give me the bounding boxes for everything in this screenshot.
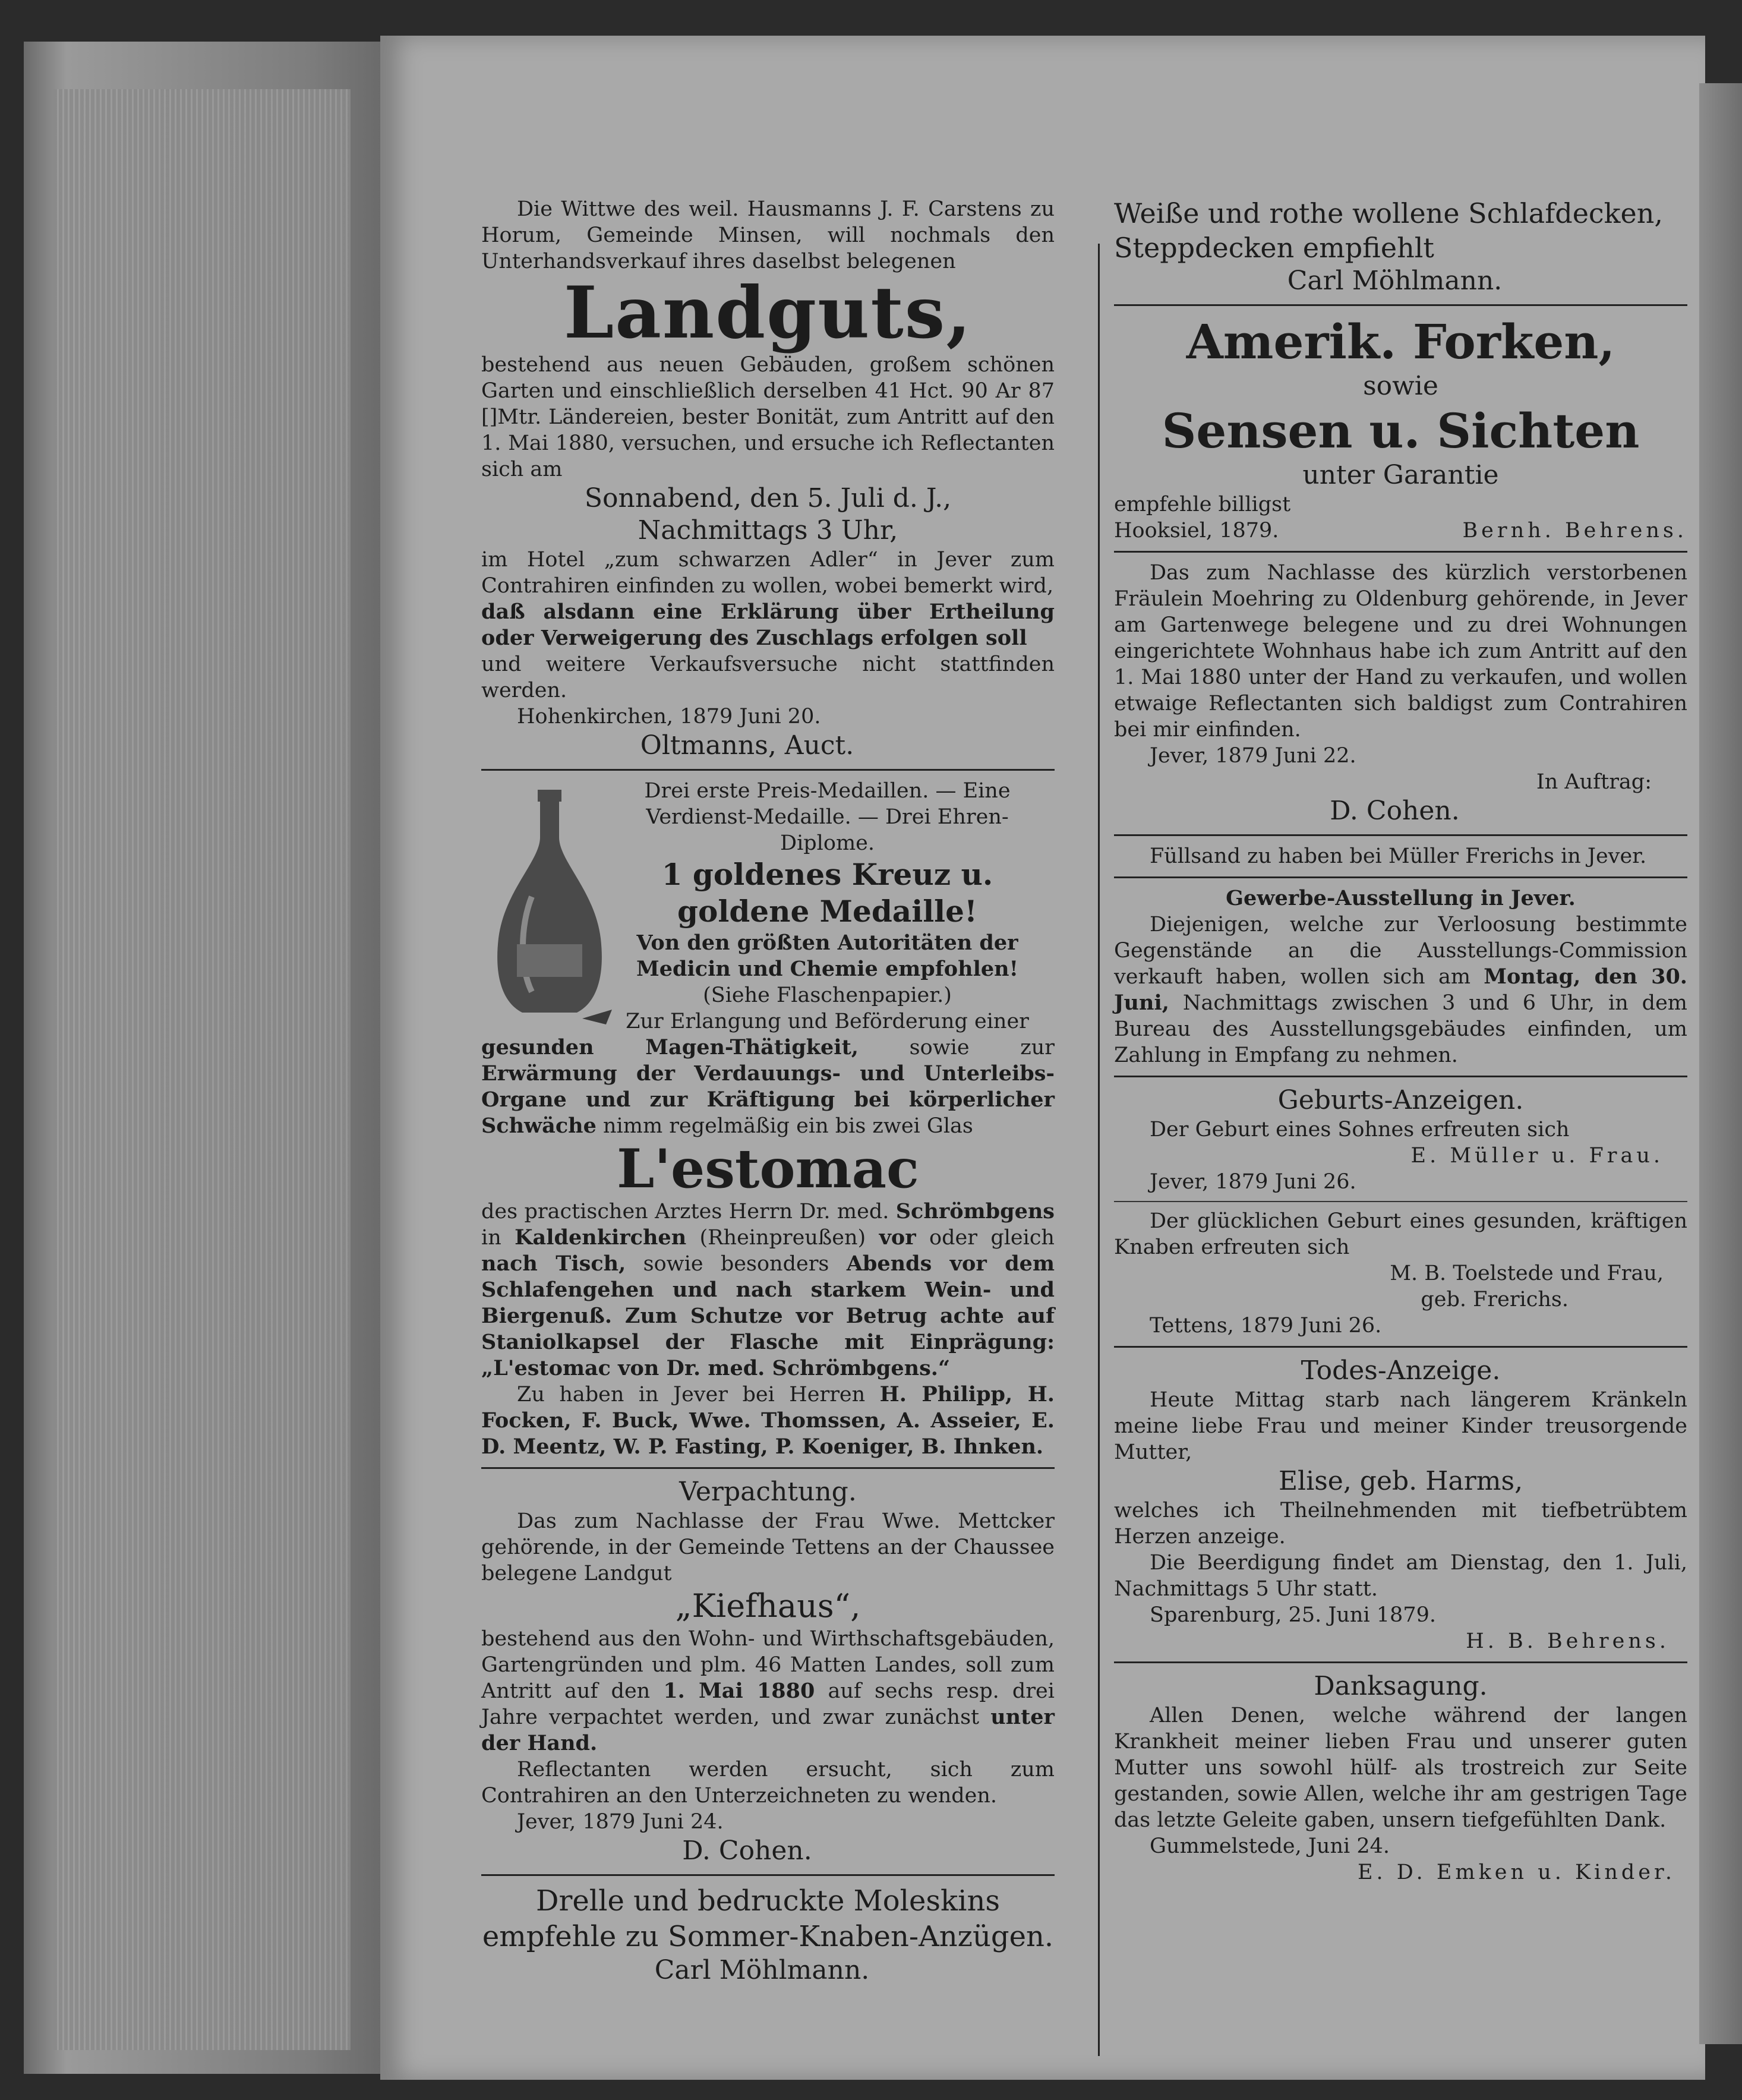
verpachtung-signer: D. Cohen. (682, 1836, 812, 1866)
bottle-block (481, 778, 1055, 1035)
lestomac-oder: oder gleich (929, 1226, 1055, 1250)
verpachtung-title: Verpachtung. (679, 1477, 857, 1507)
landgut-place: Hohenkirchen, 1879 Juni 20. (517, 705, 821, 729)
lestomac-bold-2: Erwärmung der Verdauungs- und Unterleibs-Organe und zur Kräftigung bei körperlicher Schwäche (481, 1061, 1055, 1138)
book-page-edges (53, 89, 351, 2050)
verpachtung-bold-1: 1. Mai 1880 (663, 1679, 815, 1703)
todes-body-2: welches ich Theilnehmenden mit tiefbetrübtem Herzen anzeige. (1114, 1499, 1687, 1549)
forken-line-1: Amerik. Forken, (1186, 314, 1615, 370)
ad-lestomac (481, 778, 1055, 1460)
lestomac-kreuz: 1 goldenes Kreuz u. goldene Medaille! (661, 857, 993, 929)
forken-line-3: Sensen u. Sichten (1162, 403, 1640, 459)
landgut-signer: Oltmanns, Auct. (640, 730, 854, 761)
verpachtung-name: „Kiefhaus“, (675, 1587, 861, 1625)
gewerbe-body-2: Nachmittags zwischen 3 und 6 Uhr, in dem Bureau des Ausstellungsgebäudes einfinden, um Zahlung in Empfang zu nehmen. (1114, 991, 1687, 1067)
geburt-name-2: M. B. Toelstede und Frau, (1390, 1262, 1664, 1285)
todes-body: Heute Mittag starb nach längerem Kränkeln meine liebe Frau und meiner Kinder treusorgende Mutter, (1114, 1388, 1687, 1464)
divider (1114, 1201, 1687, 1202)
lestomac-vor: vor (879, 1225, 916, 1250)
divider (481, 1467, 1055, 1469)
lestomac-schroem: Schrömbgens (895, 1199, 1055, 1224)
lestomac-brand: L'estomac (617, 1137, 919, 1200)
dank-body: Allen Denen, welche während der langen Krankheit meiner lieben Frau und unserer guten Mutter uns sowohl hülf- als trostreich zur Seite gestanden, sowie Allen, welche ihr am gestrigen Tage das letzte Geleite gaben, unsern tiefgefühlten Dank. (1114, 1704, 1687, 1832)
divider (481, 1874, 1055, 1876)
divider (1114, 1661, 1687, 1663)
landgut-date-2: Nachmittags 3 Uhr, (638, 515, 898, 546)
gewerbe-bold: Montag, den 30. Juni, (1114, 964, 1687, 1015)
verpachtung-body-3: auf sechs resp. drei Jahre verpachtet werden, und zwar zunächst (481, 1679, 1055, 1729)
geburt-text-1: Der Geburt eines Sohnes erfreuten sich (1150, 1118, 1570, 1142)
verpachtung-bold-2: unter der Hand. (481, 1705, 1055, 1755)
lestomac-zur: Zur Erlangung und Beförderung einer (626, 1010, 1029, 1033)
divider (1114, 1346, 1687, 1348)
lestomac-in: in (481, 1226, 501, 1250)
ad-drelle (481, 1883, 1055, 1987)
lestomac-nach: nach Tisch, (481, 1251, 626, 1276)
geburt-place-1: Jever, 1879 Juni 26. (1150, 1170, 1356, 1194)
geburt-title: Geburts-Anzeigen. (1277, 1085, 1524, 1115)
column-divider (1098, 244, 1100, 2056)
lestomac-medals: Drei erste Preis-Medaillen. — Eine Verdienst-Medaille. — Drei Ehren-Diplome. (644, 779, 1011, 855)
verpachtung-place: Jever, 1879 Juni 24. (517, 1810, 724, 1834)
todes-signer: H. B. Behrens. (1466, 1629, 1670, 1653)
lestomac-kaldenk: Kaldenkirchen (515, 1225, 687, 1250)
facing-page-edge (1699, 83, 1742, 2044)
decken-signer: Carl Möhlmann. (1287, 266, 1503, 296)
verpachtung-body: Das zum Nachlasse der Frau Wwe. Mettcker gehörende, in der Gemeinde Tettens an der Chaussee belegene Landgut (481, 1509, 1055, 1585)
geburt-text-2: Der glücklichen Geburt eines gesunden, kräftigen Knaben erfreuten sich (1114, 1209, 1687, 1259)
todes-name: Elise, geb. Harms, (1278, 1466, 1523, 1496)
landgut-intro: Die Wittwe des weil. Hausmanns J. F. Carstens zu Horum, Gemeinde Minsen, will nochmals den Unterhandsverkauf ihres daselbst belegenen (481, 197, 1055, 273)
ad-landgut (481, 196, 1055, 762)
todes-place: Sparenburg, 25. Juni 1879. (1150, 1603, 1436, 1627)
dank-title: Danksagung. (1314, 1671, 1488, 1701)
landgut-bold: daß alsdann eine Erklärung über Ertheilung oder Verweigerung des Zuschlags erfolgen soll (481, 600, 1055, 650)
lestomac-siehe: (Siehe Flaschenpapier.) (703, 983, 952, 1007)
drelle-line-2: empfehle zu Sommer-Knaben-Anzügen. (482, 1920, 1054, 1953)
ad-moehring (1114, 560, 1687, 827)
forken-line-2: sowie (1363, 371, 1438, 401)
landgut-date-1: Sonnabend, den 5. Juli d. J., (584, 483, 952, 513)
lestomac-des: des practischen Arztes Herrn Dr. med. (481, 1200, 889, 1224)
lestomac-haendler: H. Philipp, H. Focken, F. Buck, Wwe. Thomssen, A. Asseier, E. D. Meentz, W. P. Fasting, P. Koeniger, B. Ihnken. (481, 1382, 1055, 1459)
dank-signer: E. D. Emken u. Kinder. (1358, 1861, 1675, 1884)
divider (1114, 834, 1687, 836)
forken-line-5: empfehle billigst (1114, 493, 1291, 516)
drelle-line-1: Drelle und bedruckte Moleskins (535, 1884, 1001, 1918)
ad-dank (1114, 1670, 1687, 1885)
verpachtung-body-4: Reflectanten werden ersucht, sich zum Contrahiren an den Unterzeichneten zu wenden. (481, 1758, 1055, 1808)
ad-geburt (1114, 1084, 1687, 1339)
moehring-place: Jever, 1879 Juni 22. (1150, 744, 1356, 768)
verpachtung-body-2: bestehend aus den Wohn- und Wirthschaftsgebäuden, Gartengründen und plm. 46 Matten Landes, soll zum Antritt auf den (481, 1627, 1055, 1703)
right-column (1114, 196, 1687, 1885)
geburt-name-1: E. Müller u. Frau. (1410, 1144, 1664, 1168)
ad-todes (1114, 1355, 1687, 1654)
ad-forken (1114, 313, 1687, 544)
lestomac-zu-haben: Zu haben in Jever bei Herren (517, 1383, 866, 1407)
left-column (481, 196, 1055, 1987)
todes-body-3: Die Beerdigung findet am Dienstag, den 1. Juli, Nachmittags 5 Uhr statt. (1114, 1551, 1687, 1601)
drelle-signer: Carl Möhlmann. (654, 1955, 870, 1985)
divider (1114, 304, 1687, 306)
ad-fuellsand (1114, 843, 1687, 869)
landgut-body-3: und weitere Verkaufsversuche nicht stattfinden werden. (481, 652, 1055, 702)
todes-title: Todes-Anzeige. (1301, 1355, 1501, 1386)
geburt-place-2: Tettens, 1879 Juni 26. (1150, 1314, 1382, 1338)
forken-place: Hooksiel, 1879. (1114, 519, 1279, 543)
divider (1114, 551, 1687, 553)
lestomac-bold-3: Abends vor dem Schlafengehen und nach starkem Wein- und Biergenuß. Zum Schutze vor Betrug achte auf Staniolkapsel der Flasche mit Einprägung: „L'estomac von Dr. med. Schrömbgens.“ (481, 1251, 1055, 1380)
lestomac-autoritaeten: Von den größten Autoritäten der Medicin und Chemie empfohlen! (636, 931, 1018, 981)
lestomac-bold-1: gesunden Magen-Thätigkeit, (481, 1035, 859, 1060)
lestomac-rhein: (Rheinpreußen) (699, 1226, 866, 1250)
fuellsand-text: Füllsand zu haben bei Müller Frerichs in Jever. (1150, 844, 1647, 868)
gewerbe-body: Diejenigen, welche zur Verloosung bestimmte Gegenstände an die Ausstellungs-Commission verkauft haben, wollen sich am (1114, 913, 1687, 989)
landgut-headline: Landguts, (563, 271, 973, 355)
gewerbe-title: Gewerbe-Ausstellung in Jever. (1226, 886, 1576, 910)
ad-gewerbe (1114, 885, 1687, 1068)
lestomac-nimm: nimm regelmäßig ein bis zwei Glas (603, 1114, 973, 1138)
divider (481, 769, 1055, 771)
landgut-body-2: im Hotel „zum schwarzen Adler“ in Jever zum Contrahiren einfinden zu wollen, wobei bemerkt wird, (481, 548, 1055, 598)
lestomac-sowie-2: sowie besonders (643, 1252, 829, 1276)
landgut-body: bestehend aus neuen Gebäuden, großem schönen Garten und einschließlich derselben 41 Hct. 90 Ar 87 []Mtr. Ländereien, bester Bonität, zum Antritt auf den 1. Mai 1880, versuchen, und ersuche ich Reflectanten sich am (481, 353, 1055, 481)
geburt-name-2b: geb. Frerichs. (1421, 1288, 1569, 1311)
decken-text: Weiße und rothe wollene Schlafdecken, Steppdecken empfiehlt (1114, 197, 1664, 264)
forken-line-4: unter Garantie (1302, 460, 1499, 490)
lestomac-sowie: sowie zur (909, 1036, 1055, 1060)
dank-place: Gummelstede, Juni 24. (1150, 1834, 1390, 1858)
ad-decken (1114, 196, 1687, 297)
forken-signer: Bernh. Behrens. (1462, 519, 1687, 543)
moehring-signer: D. Cohen. (1330, 796, 1460, 826)
ad-verpachtung (481, 1476, 1055, 1867)
moehring-auftrag: In Auftrag: (1536, 770, 1652, 794)
divider (1114, 876, 1687, 878)
divider (1114, 1076, 1687, 1077)
moehring-body: Das zum Nachlasse des kürzlich verstorbenen Fräulein Moehring zu Oldenburg gehörende, in Jever am Gartenwege belegene und zu drei Wohnungen eingerichtete Wohnhaus habe ich zum Antritt auf den 1. Mai 1880 unter der Hand zu verkaufen, und wollen etwaige Reflectanten sich baldigst zum Contrahiren bei mir einfinden. (1114, 561, 1687, 742)
bottle-illustration (481, 784, 618, 1033)
